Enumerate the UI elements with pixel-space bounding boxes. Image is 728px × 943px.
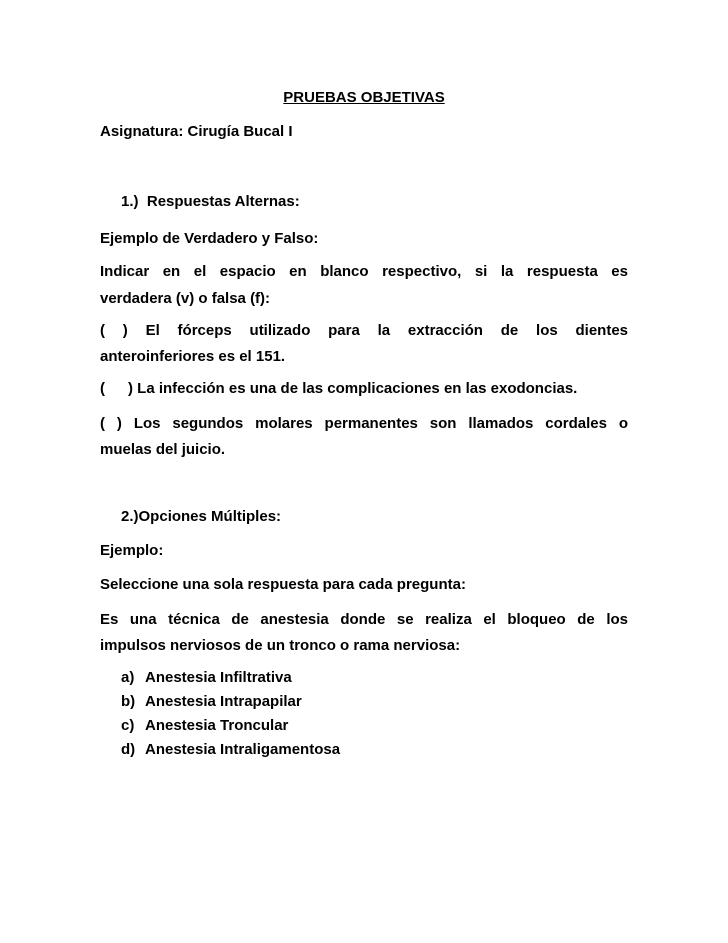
option-b-marker: b) <box>121 693 136 710</box>
tf-item-2-paren-open: ( <box>100 380 105 397</box>
tf-item-3-line1 <box>100 414 628 434</box>
section2-title: Opciones Múltiples: <box>138 508 282 525</box>
section1-number: 1.) <box>121 193 139 210</box>
option-d-marker: d) <box>121 741 136 758</box>
page-title: PRUEBAS OBJETIVAS <box>283 89 445 106</box>
section1-heading <box>121 192 300 212</box>
tf-item-2-paren-close: ) <box>128 380 133 397</box>
question-line1: Es una técnica de anestesia donde se realiza el bloqueo de los <box>100 611 628 628</box>
option-b-text: Anestesia Intrapapilar <box>145 693 302 710</box>
tf-item-2-text: La infección es una de las complicaciones en las exodoncias. <box>137 380 578 397</box>
section2-heading <box>121 507 281 527</box>
option-a-text: Anestesia Infiltrativa <box>145 669 292 686</box>
option-a <box>121 668 292 688</box>
tf-item-3-paren-close: ) <box>116 415 122 432</box>
option-d <box>121 740 340 760</box>
option-c-text: Anestesia Troncular <box>145 717 289 734</box>
option-c-marker: c) <box>121 717 135 734</box>
tf-item-1-paren-close: ) <box>122 322 128 339</box>
tf-item-1-paren-open: ( <box>100 322 105 339</box>
tf-item-1-line2: anteroinferiores es el 151. <box>100 348 286 365</box>
tf-item-3-text: Los segundos molares permanentes son llamados cordales o <box>133 415 629 432</box>
option-d-text: Anestesia Intraligamentosa <box>145 741 341 758</box>
tf-item-3-line2: muelas del juicio. <box>100 441 226 458</box>
section2-number: 2.) <box>121 508 139 525</box>
tf-item-1-line1 <box>100 321 628 341</box>
tf-item-1-text: El fórceps utilizado para la extracción de los dientes <box>145 322 629 339</box>
section1-instruction-line1: Indicar en el espacio en blanco respectivo, si la respuesta es <box>100 263 628 280</box>
option-b <box>121 692 302 712</box>
section2-example-label: Ejemplo: <box>100 542 164 559</box>
section1-example-label: Ejemplo de Verdadero y Falso: <box>100 230 319 247</box>
section1-title: Respuestas Alternas: <box>146 193 300 210</box>
section1-instruction-line2: verdadera (v) o falsa (f): <box>100 290 271 307</box>
question-line2: impulsos nerviosos de un tronco o rama nerviosa: <box>100 637 461 654</box>
tf-item-3-paren-open: ( <box>100 415 105 432</box>
tf-item-2 <box>100 379 577 399</box>
option-a-marker: a) <box>121 669 135 686</box>
subject-line: Asignatura: Cirugía Bucal I <box>100 123 293 140</box>
section2-instruction: Seleccione una sola respuesta para cada pregunta: <box>100 576 466 593</box>
option-c <box>121 716 288 736</box>
